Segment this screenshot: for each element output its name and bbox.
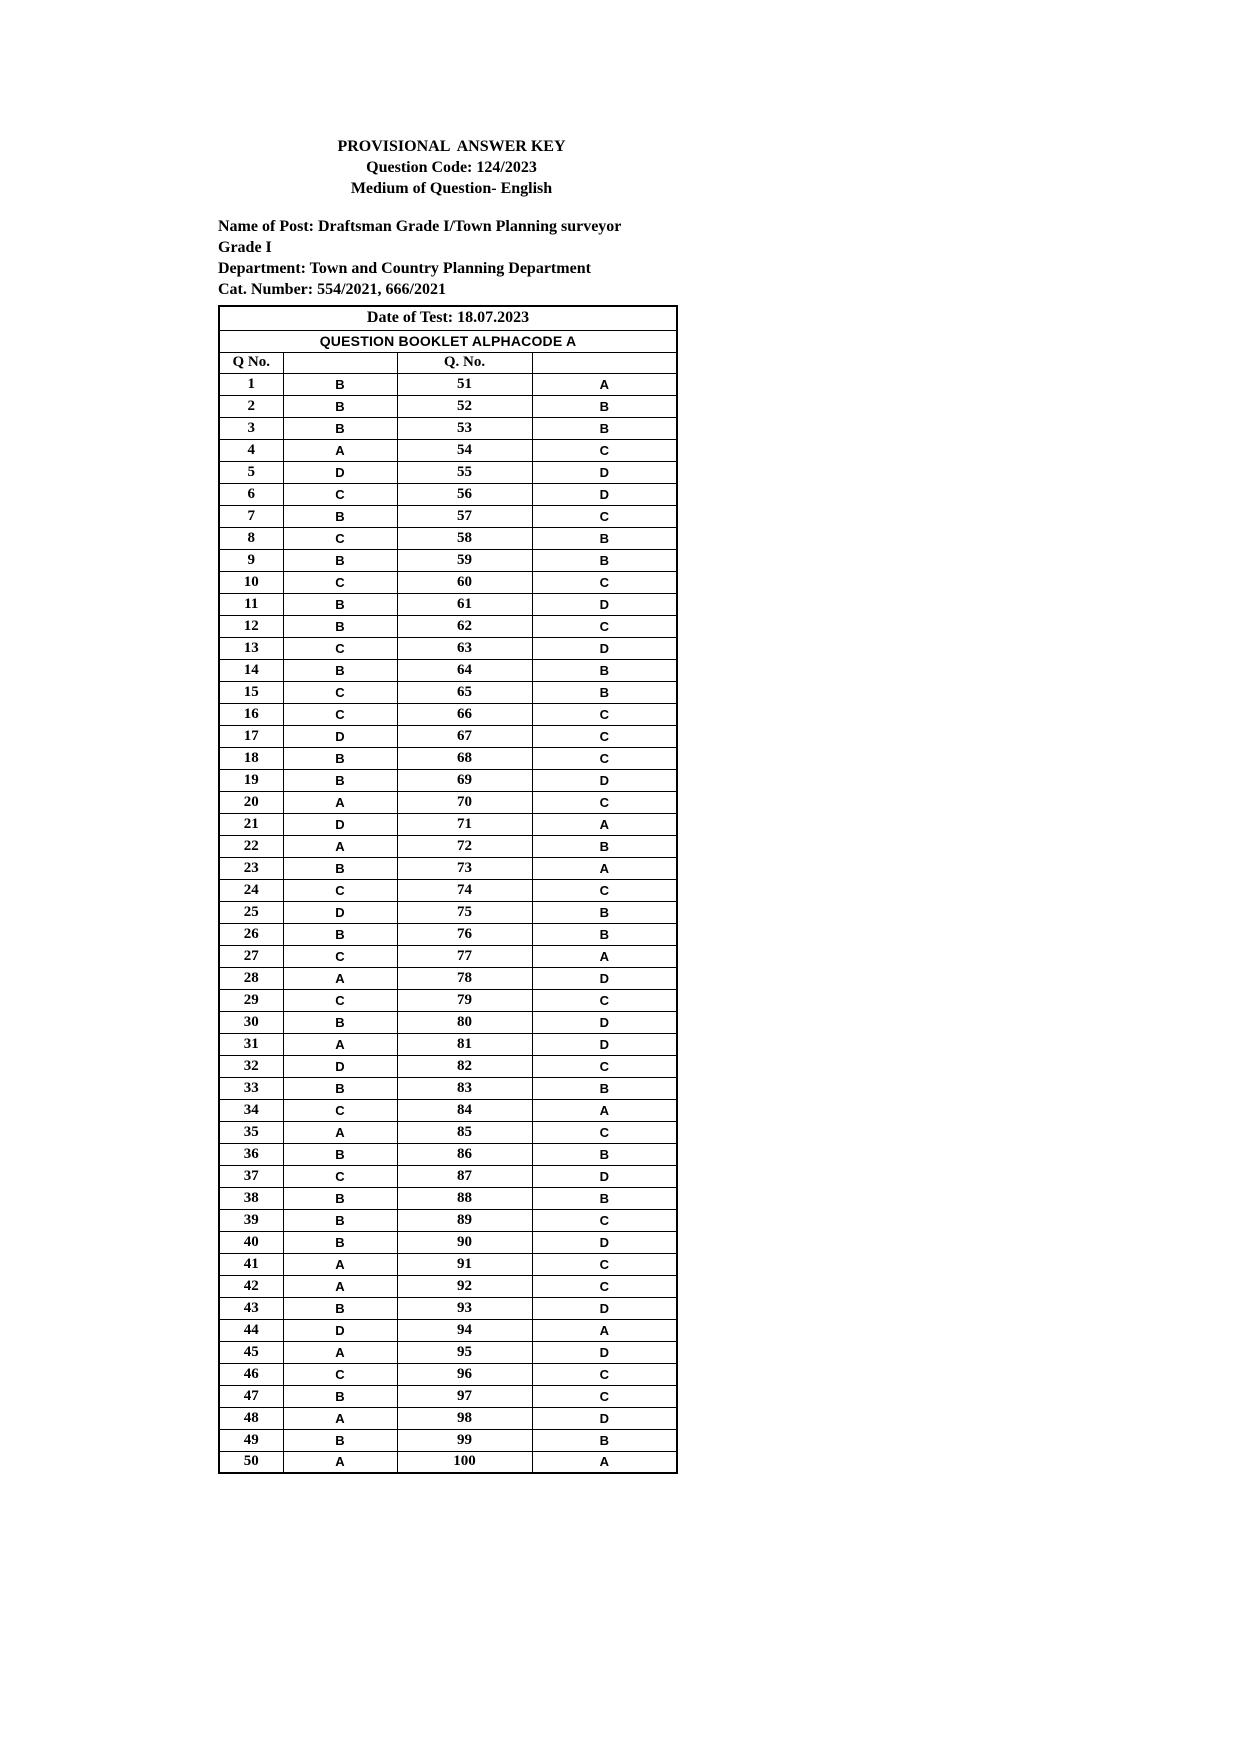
question-number-cell: 36 — [219, 1143, 283, 1165]
answer-cell: C — [532, 615, 677, 637]
answer-cell: D — [532, 769, 677, 791]
answer-cell: C — [532, 791, 677, 813]
answer-cell: C — [532, 1363, 677, 1385]
answer-cell: C — [532, 1275, 677, 1297]
question-number-cell: 47 — [219, 1385, 283, 1407]
answer-cell: A — [283, 1341, 397, 1363]
question-number-cell: 84 — [397, 1099, 532, 1121]
answer-key-table — [218, 305, 678, 1474]
answer-cell: C — [283, 527, 397, 549]
answer-row — [219, 659, 677, 681]
answer-cell: D — [532, 1033, 677, 1055]
answer-row — [219, 967, 677, 989]
answer-cell: A — [532, 945, 677, 967]
question-number-cell: 77 — [397, 945, 532, 967]
question-number-cell: 35 — [219, 1121, 283, 1143]
answer-cell: D — [283, 1055, 397, 1077]
question-number-cell: 76 — [397, 923, 532, 945]
question-number-cell: 53 — [397, 417, 532, 439]
question-number-cell: 72 — [397, 835, 532, 857]
question-number-cell: 58 — [397, 527, 532, 549]
question-number-cell: 8 — [219, 527, 283, 549]
answer-row — [219, 637, 677, 659]
answer-cell: B — [532, 659, 677, 681]
alphacode-row — [219, 330, 677, 352]
question-number-cell: 56 — [397, 483, 532, 505]
answer-row — [219, 1407, 677, 1429]
answer-row — [219, 1297, 677, 1319]
answer-row — [219, 1143, 677, 1165]
answer-row — [219, 395, 677, 417]
question-number-cell: 88 — [397, 1187, 532, 1209]
question-number-cell: 98 — [397, 1407, 532, 1429]
answer-cell: D — [532, 593, 677, 615]
answer-cell: D — [283, 725, 397, 747]
question-number-cell: 66 — [397, 703, 532, 725]
answer-cell: C — [283, 703, 397, 725]
answer-cell: B — [283, 747, 397, 769]
answer-cell: A — [283, 1253, 397, 1275]
answer-row — [219, 1011, 677, 1033]
question-number-cell: 59 — [397, 549, 532, 571]
answer-cell: A — [532, 1099, 677, 1121]
answer-cell: C — [283, 989, 397, 1011]
answer-row — [219, 1319, 677, 1341]
answer-cell: B — [283, 395, 397, 417]
answer-cell: C — [283, 571, 397, 593]
question-number-cell: 79 — [397, 989, 532, 1011]
question-number-cell: 34 — [219, 1099, 283, 1121]
answer-cell: B — [283, 1187, 397, 1209]
answer-row — [219, 1055, 677, 1077]
answer-cell: A — [532, 1319, 677, 1341]
answer-cell: B — [283, 1429, 397, 1451]
answer-cell: B — [532, 417, 677, 439]
question-number-cell: 19 — [219, 769, 283, 791]
answer-cell: A — [532, 373, 677, 395]
answer-cell: A — [532, 813, 677, 835]
answer-cell: B — [532, 549, 677, 571]
answer-row — [219, 769, 677, 791]
answer-cell: C — [283, 879, 397, 901]
answer-row — [219, 593, 677, 615]
answer-cell: B — [283, 659, 397, 681]
question-number-cell: 80 — [397, 1011, 532, 1033]
answer-row — [219, 879, 677, 901]
medium-of-question: Medium of Question- English — [350, 180, 553, 197]
info-line: Cat. Number: 554/2021, 666/2021 — [218, 281, 446, 298]
info-line: Name of Post: Draftsman Grade I/Town Planning surveyor — [218, 218, 622, 235]
question-number-cell: 52 — [397, 395, 532, 417]
question-number-cell: 97 — [397, 1385, 532, 1407]
answer-cell: C — [532, 1385, 677, 1407]
answer-cell: B — [532, 527, 677, 549]
answer-cell: B — [532, 395, 677, 417]
answer-row — [219, 505, 677, 527]
post-info-block — [218, 216, 685, 300]
question-number-cell: 69 — [397, 769, 532, 791]
answer-cell: B — [283, 1231, 397, 1253]
question-number-cell: 96 — [397, 1363, 532, 1385]
answer-row — [219, 1209, 677, 1231]
question-number-cell: 91 — [397, 1253, 532, 1275]
answer-cell: C — [532, 439, 677, 461]
answer-row — [219, 835, 677, 857]
answer-row — [219, 373, 677, 395]
answer-row — [219, 989, 677, 1011]
question-number-cell: 18 — [219, 747, 283, 769]
question-code: Question Code: 124/2023 — [366, 159, 537, 176]
question-number-cell: 5 — [219, 461, 283, 483]
answer-cell: A — [283, 835, 397, 857]
answer-cell: A — [283, 439, 397, 461]
answer-row — [219, 527, 677, 549]
answer-cell: D — [532, 1165, 677, 1187]
answer-row — [219, 725, 677, 747]
question-number-cell: 64 — [397, 659, 532, 681]
question-number-cell: 51 — [397, 373, 532, 395]
question-number-cell: 26 — [219, 923, 283, 945]
question-number-cell: 44 — [219, 1319, 283, 1341]
document-content — [218, 136, 685, 1474]
answer-cell: C — [283, 483, 397, 505]
question-number-cell: 13 — [219, 637, 283, 659]
question-number-cell: 31 — [219, 1033, 283, 1055]
answer-cell: B — [283, 1143, 397, 1165]
answer-row — [219, 681, 677, 703]
question-number-cell: 3 — [219, 417, 283, 439]
title-block — [218, 136, 685, 199]
answer-cell: C — [283, 1165, 397, 1187]
question-number-cell: 22 — [219, 835, 283, 857]
answer-cell: C — [532, 879, 677, 901]
answer-cell: D — [532, 1407, 677, 1429]
question-number-cell: 21 — [219, 813, 283, 835]
col-header-answer-right — [532, 352, 677, 373]
answer-row — [219, 1187, 677, 1209]
question-number-cell: 73 — [397, 857, 532, 879]
answer-cell: D — [532, 967, 677, 989]
answer-cell: D — [283, 461, 397, 483]
answer-cell: B — [532, 1143, 677, 1165]
answer-row — [219, 813, 677, 835]
answer-row — [219, 791, 677, 813]
question-number-cell: 12 — [219, 615, 283, 637]
question-number-cell: 27 — [219, 945, 283, 967]
question-number-cell: 75 — [397, 901, 532, 923]
answer-row — [219, 1099, 677, 1121]
question-number-cell: 60 — [397, 571, 532, 593]
answer-cell: C — [283, 681, 397, 703]
question-number-cell: 45 — [219, 1341, 283, 1363]
question-number-cell: 70 — [397, 791, 532, 813]
alphacode-title: QUESTION BOOKLET ALPHACODE A — [219, 330, 677, 352]
question-number-cell: 46 — [219, 1363, 283, 1385]
col-header-qno-left: Q No. — [219, 352, 283, 373]
question-number-cell: 14 — [219, 659, 283, 681]
doc-title: PROVISIONAL ANSWER KEY — [337, 138, 566, 155]
date-of-test: Date of Test: 18.07.2023 — [219, 306, 677, 330]
answer-cell: C — [532, 1121, 677, 1143]
question-number-cell: 39 — [219, 1209, 283, 1231]
info-line: Grade I — [218, 239, 272, 256]
answer-cell: B — [532, 835, 677, 857]
answer-cell: A — [283, 1407, 397, 1429]
col-header-qno-right: Q. No. — [397, 352, 532, 373]
answer-cell: D — [283, 1319, 397, 1341]
question-number-cell: 49 — [219, 1429, 283, 1451]
answer-cell: A — [283, 791, 397, 813]
question-number-cell: 7 — [219, 505, 283, 527]
answer-cell: B — [283, 417, 397, 439]
answer-row — [219, 1033, 677, 1055]
answer-cell: B — [532, 901, 677, 923]
col-header-answer-left — [283, 352, 397, 373]
question-number-cell: 23 — [219, 857, 283, 879]
answer-cell: A — [283, 967, 397, 989]
answer-row — [219, 747, 677, 769]
answer-cell: B — [283, 1297, 397, 1319]
question-number-cell: 17 — [219, 725, 283, 747]
answer-cell: A — [283, 1275, 397, 1297]
answer-cell: C — [532, 1209, 677, 1231]
question-number-cell: 32 — [219, 1055, 283, 1077]
answer-cell: A — [283, 1121, 397, 1143]
answer-row — [219, 1451, 677, 1473]
answer-cell: D — [283, 901, 397, 923]
question-number-cell: 4 — [219, 439, 283, 461]
answer-row — [219, 923, 677, 945]
answer-row — [219, 901, 677, 923]
question-number-cell: 68 — [397, 747, 532, 769]
question-number-cell: 28 — [219, 967, 283, 989]
answer-cell: C — [283, 945, 397, 967]
question-number-cell: 24 — [219, 879, 283, 901]
answer-cell: A — [532, 1451, 677, 1473]
question-number-cell: 6 — [219, 483, 283, 505]
question-number-cell: 9 — [219, 549, 283, 571]
question-number-cell: 92 — [397, 1275, 532, 1297]
answer-cell: D — [532, 1011, 677, 1033]
answer-cell: C — [532, 747, 677, 769]
answer-cell: B — [283, 857, 397, 879]
answer-cell: A — [283, 1451, 397, 1473]
question-number-cell: 61 — [397, 593, 532, 615]
question-number-cell: 15 — [219, 681, 283, 703]
answer-cell: B — [283, 923, 397, 945]
answer-cell: C — [532, 725, 677, 747]
question-number-cell: 93 — [397, 1297, 532, 1319]
answer-row — [219, 945, 677, 967]
question-number-cell: 42 — [219, 1275, 283, 1297]
answer-cell: D — [532, 1341, 677, 1363]
question-number-cell: 89 — [397, 1209, 532, 1231]
answer-cell: C — [532, 505, 677, 527]
answer-row — [219, 1121, 677, 1143]
question-number-cell: 29 — [219, 989, 283, 1011]
answer-row — [219, 549, 677, 571]
question-number-cell: 94 — [397, 1319, 532, 1341]
question-number-cell: 54 — [397, 439, 532, 461]
answer-cell: A — [532, 857, 677, 879]
question-number-cell: 38 — [219, 1187, 283, 1209]
question-number-cell: 20 — [219, 791, 283, 813]
answer-row — [219, 703, 677, 725]
answer-row — [219, 857, 677, 879]
answer-cell: B — [532, 1077, 677, 1099]
answer-cell: B — [283, 549, 397, 571]
question-number-cell: 65 — [397, 681, 532, 703]
question-number-cell: 74 — [397, 879, 532, 901]
question-number-cell: 55 — [397, 461, 532, 483]
answer-cell: D — [532, 1297, 677, 1319]
question-number-cell: 82 — [397, 1055, 532, 1077]
answer-cell: B — [283, 593, 397, 615]
answer-cell: B — [283, 505, 397, 527]
question-number-cell: 41 — [219, 1253, 283, 1275]
question-number-cell: 67 — [397, 725, 532, 747]
info-line: Department: Town and Country Planning Department — [218, 260, 591, 277]
question-number-cell: 100 — [397, 1451, 532, 1473]
answer-row — [219, 1275, 677, 1297]
question-number-cell: 85 — [397, 1121, 532, 1143]
question-number-cell: 83 — [397, 1077, 532, 1099]
answer-cell: C — [283, 637, 397, 659]
question-number-cell: 50 — [219, 1451, 283, 1473]
answer-cell: B — [532, 1187, 677, 1209]
answer-row — [219, 1253, 677, 1275]
answer-cell: D — [532, 1231, 677, 1253]
answer-row — [219, 417, 677, 439]
question-number-cell: 62 — [397, 615, 532, 637]
answer-cell: C — [283, 1363, 397, 1385]
question-number-cell: 95 — [397, 1341, 532, 1363]
question-number-cell: 86 — [397, 1143, 532, 1165]
answer-row — [219, 1231, 677, 1253]
answer-cell: D — [283, 813, 397, 835]
answer-row — [219, 615, 677, 637]
answer-cell: B — [283, 615, 397, 637]
question-number-cell: 37 — [219, 1165, 283, 1187]
answer-cell: C — [532, 1253, 677, 1275]
column-header-row — [219, 352, 677, 373]
question-number-cell: 71 — [397, 813, 532, 835]
question-number-cell: 90 — [397, 1231, 532, 1253]
answer-cell: B — [283, 769, 397, 791]
answer-row — [219, 1363, 677, 1385]
question-number-cell: 81 — [397, 1033, 532, 1055]
question-number-cell: 57 — [397, 505, 532, 527]
answer-cell: C — [532, 571, 677, 593]
question-number-cell: 87 — [397, 1165, 532, 1187]
answer-cell: C — [532, 703, 677, 725]
question-number-cell: 33 — [219, 1077, 283, 1099]
answer-cell: B — [283, 1385, 397, 1407]
answer-cell: A — [283, 1033, 397, 1055]
answer-row — [219, 1165, 677, 1187]
answer-cell: B — [532, 681, 677, 703]
answer-cell: B — [532, 1429, 677, 1451]
date-of-test-row — [219, 306, 677, 330]
answer-cell: D — [532, 461, 677, 483]
question-number-cell: 40 — [219, 1231, 283, 1253]
answer-row — [219, 1077, 677, 1099]
answer-row — [219, 1385, 677, 1407]
question-number-cell: 25 — [219, 901, 283, 923]
answer-cell: C — [532, 989, 677, 1011]
question-number-cell: 2 — [219, 395, 283, 417]
answer-cell: C — [532, 1055, 677, 1077]
question-number-cell: 63 — [397, 637, 532, 659]
answer-row — [219, 1341, 677, 1363]
answer-cell: C — [283, 1099, 397, 1121]
answer-cell: B — [532, 923, 677, 945]
question-number-cell: 43 — [219, 1297, 283, 1319]
question-number-cell: 11 — [219, 593, 283, 615]
answer-cell: B — [283, 373, 397, 395]
answer-row — [219, 439, 677, 461]
answer-cell: B — [283, 1011, 397, 1033]
answer-cell: B — [283, 1077, 397, 1099]
answer-cell: D — [532, 483, 677, 505]
question-number-cell: 99 — [397, 1429, 532, 1451]
answer-row — [219, 461, 677, 483]
question-number-cell: 30 — [219, 1011, 283, 1033]
question-number-cell: 78 — [397, 967, 532, 989]
answer-row — [219, 571, 677, 593]
answer-row — [219, 483, 677, 505]
question-number-cell: 16 — [219, 703, 283, 725]
answer-cell: B — [283, 1209, 397, 1231]
answer-row — [219, 1429, 677, 1451]
question-number-cell: 1 — [219, 373, 283, 395]
question-number-cell: 10 — [219, 571, 283, 593]
answer-cell: D — [532, 637, 677, 659]
question-number-cell: 48 — [219, 1407, 283, 1429]
